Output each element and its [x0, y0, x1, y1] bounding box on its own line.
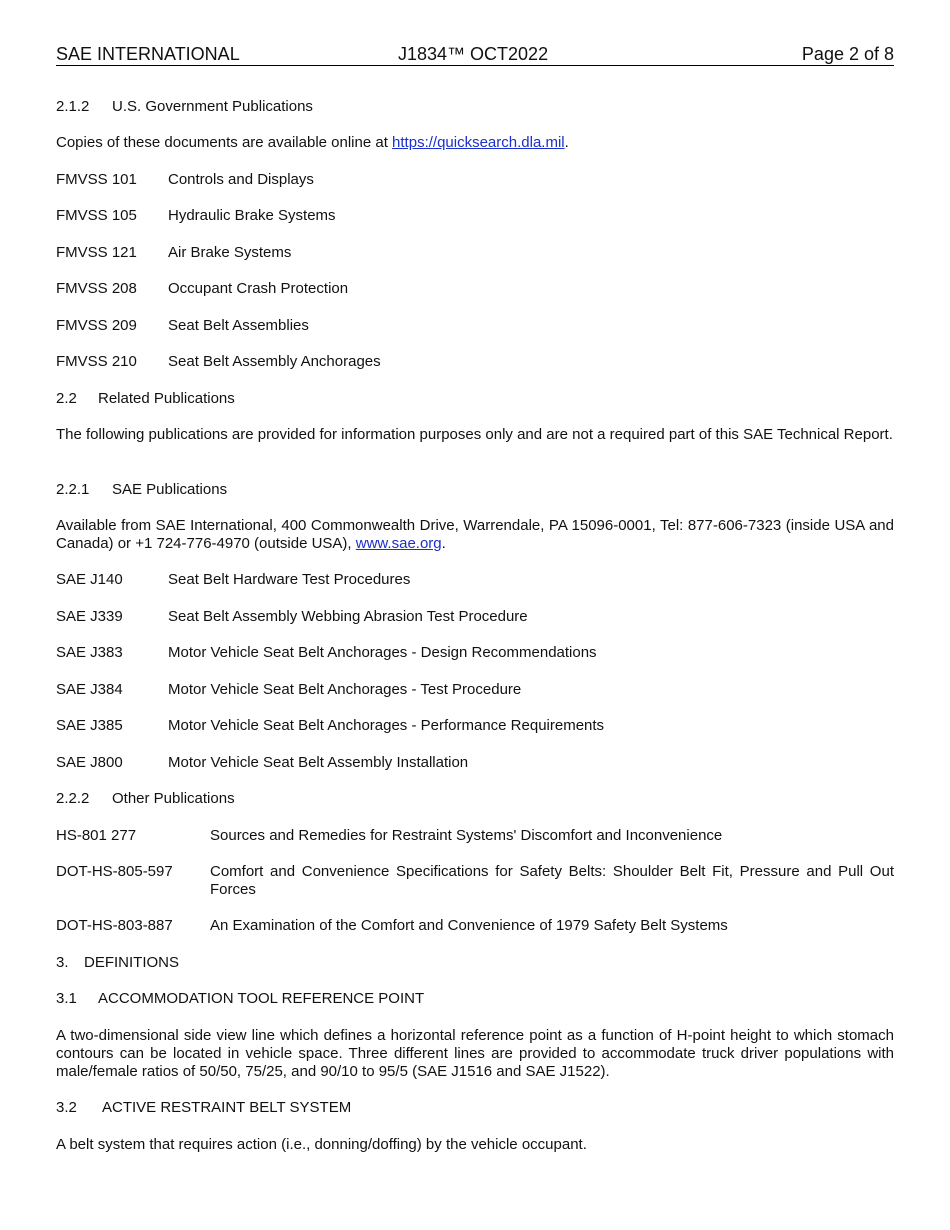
- related-pubs-paragraph: The following publications are provided for information purposes only and are not a required part of this SAE Technical Report.: [56, 426, 893, 443]
- section-title: Other Publications: [112, 790, 235, 807]
- section-number: 2.2: [56, 390, 77, 407]
- sae-website-link[interactable]: www.sae.org: [355, 535, 442, 552]
- reference-code: FMVSS 121: [56, 244, 137, 261]
- reference-title: Hydraulic Brake Systems: [168, 207, 336, 224]
- section-heading-3-2: [56, 1099, 894, 1117]
- section-number: 2.2.2: [56, 790, 90, 807]
- reference-code: DOT-HS-805-597: [56, 863, 173, 880]
- reference-title: Controls and Displays: [168, 171, 314, 188]
- quicksearch-link[interactable]: https://quicksearch.dla.mil: [392, 134, 565, 151]
- page-header: [56, 43, 894, 66]
- reference-item: [56, 827, 894, 845]
- section-number: 3.1: [56, 990, 77, 1007]
- section-title: DEFINITIONS: [84, 954, 180, 971]
- reference-title: Motor Vehicle Seat Belt Anchorages - Performance Requirements: [168, 717, 605, 734]
- reference-item: [56, 207, 894, 225]
- gov-pubs-intro: [56, 134, 894, 152]
- section-number: 3.: [56, 954, 69, 971]
- reference-code: FMVSS 210: [56, 353, 137, 370]
- reference-item: [56, 754, 894, 772]
- section-title: Related Publications: [98, 390, 235, 407]
- intro-suffix: .: [564, 134, 569, 151]
- reference-item: [56, 571, 894, 589]
- reference-code: FMVSS 101: [56, 171, 137, 188]
- reference-code: SAE J384: [56, 681, 123, 698]
- section-heading-2-2-1: [56, 481, 894, 499]
- section-number: 2.2.1: [56, 481, 90, 498]
- reference-item: [56, 917, 894, 935]
- reference-code: SAE J140: [56, 571, 123, 588]
- reference-item: [56, 171, 894, 189]
- reference-title: Comfort and Convenience Specifications for Safety Belts: Shoulder Belt Fit, Pressure and Pull Out Forces: [210, 863, 894, 898]
- section-title: ACCOMMODATION TOOL REFERENCE POINT: [98, 990, 425, 1007]
- reference-item: [56, 863, 894, 899]
- reference-title: Seat Belt Assemblies: [168, 317, 309, 334]
- reference-title: Occupant Crash Protection: [168, 280, 349, 297]
- sae-pubs-intro: [56, 517, 894, 553]
- reference-code: DOT-HS-803-887: [56, 917, 173, 934]
- reference-code: SAE J339: [56, 608, 123, 625]
- section-number: 3.2: [56, 1099, 77, 1116]
- reference-item: [56, 644, 894, 662]
- reference-code: HS-801 277: [56, 827, 137, 844]
- reference-title: Seat Belt Assembly Anchorages: [168, 353, 381, 370]
- section-heading-2-1-2: [56, 98, 894, 116]
- header-org: SAE INTERNATIONAL: [56, 44, 240, 64]
- reference-code: FMVSS 208: [56, 280, 137, 297]
- reference-title: Sources and Remedies for Restraint Systems' Discomfort and Inconvenience: [210, 827, 723, 844]
- reference-title: Air Brake Systems: [168, 244, 292, 261]
- intro-text: Available from SAE International, 400 Commonwealth Drive, Warrendale, PA 15096-0001, Tel: 877-606-7323 (inside USA and Canada) or +1 724-776-4970 (outside USA),: [56, 517, 894, 552]
- reference-code: SAE J383: [56, 644, 123, 661]
- reference-title: An Examination of the Comfort and Convenience of 1979 Safety Belt Systems: [210, 917, 728, 934]
- intro-text: Copies of these documents are available online at: [56, 134, 393, 151]
- section-heading-2-2-2: [56, 790, 894, 808]
- definition-paragraph-3-1: A two-dimensional side view line which defines a horizontal reference point as a function of H-point height to which stomach contours can be located in vehicle space. Three different lines are provided to accommodate truck driver populations with male/female ratios of 50/50, 75/25, and 90/10 to 95/5 (SAE J1516 and SAE J1522).: [56, 1027, 894, 1080]
- reference-item: [56, 317, 894, 335]
- reference-title: Motor Vehicle Seat Belt Anchorages - Design Recommendations: [168, 644, 597, 661]
- reference-code: SAE J800: [56, 754, 123, 771]
- reference-item: [56, 681, 894, 699]
- reference-item: [56, 244, 894, 262]
- header-doc-id: J1834™ OCT2022: [398, 44, 549, 64]
- reference-title: Seat Belt Hardware Test Procedures: [168, 571, 411, 588]
- reference-item: [56, 608, 894, 626]
- reference-code: FMVSS 105: [56, 207, 137, 224]
- reference-item: [56, 280, 894, 298]
- definition-paragraph-3-2: A belt system that requires action (i.e., donning/doffing) by the vehicle occupant.: [56, 1136, 587, 1153]
- reference-title: Seat Belt Assembly Webbing Abrasion Test Procedure: [168, 608, 528, 625]
- reference-title: Motor Vehicle Seat Belt Assembly Installation: [168, 754, 469, 771]
- reference-item: [56, 717, 894, 735]
- section-title: SAE Publications: [112, 481, 228, 498]
- section-heading-2-2: [56, 390, 894, 408]
- intro-suffix: .: [441, 535, 446, 552]
- section-title: U.S. Government Publications: [112, 98, 313, 115]
- reference-item: [56, 353, 894, 371]
- section-heading-3-1: [56, 990, 894, 1008]
- reference-code: FMVSS 209: [56, 317, 137, 334]
- section-number: 2.1.2: [56, 98, 90, 115]
- reference-title: Motor Vehicle Seat Belt Anchorages - Test Procedure: [168, 681, 522, 698]
- header-page-number: Page 2 of 8: [801, 44, 894, 64]
- section-title: ACTIVE RESTRAINT BELT SYSTEM: [102, 1099, 352, 1116]
- section-heading-3: [56, 954, 894, 972]
- reference-code: SAE J385: [56, 717, 123, 734]
